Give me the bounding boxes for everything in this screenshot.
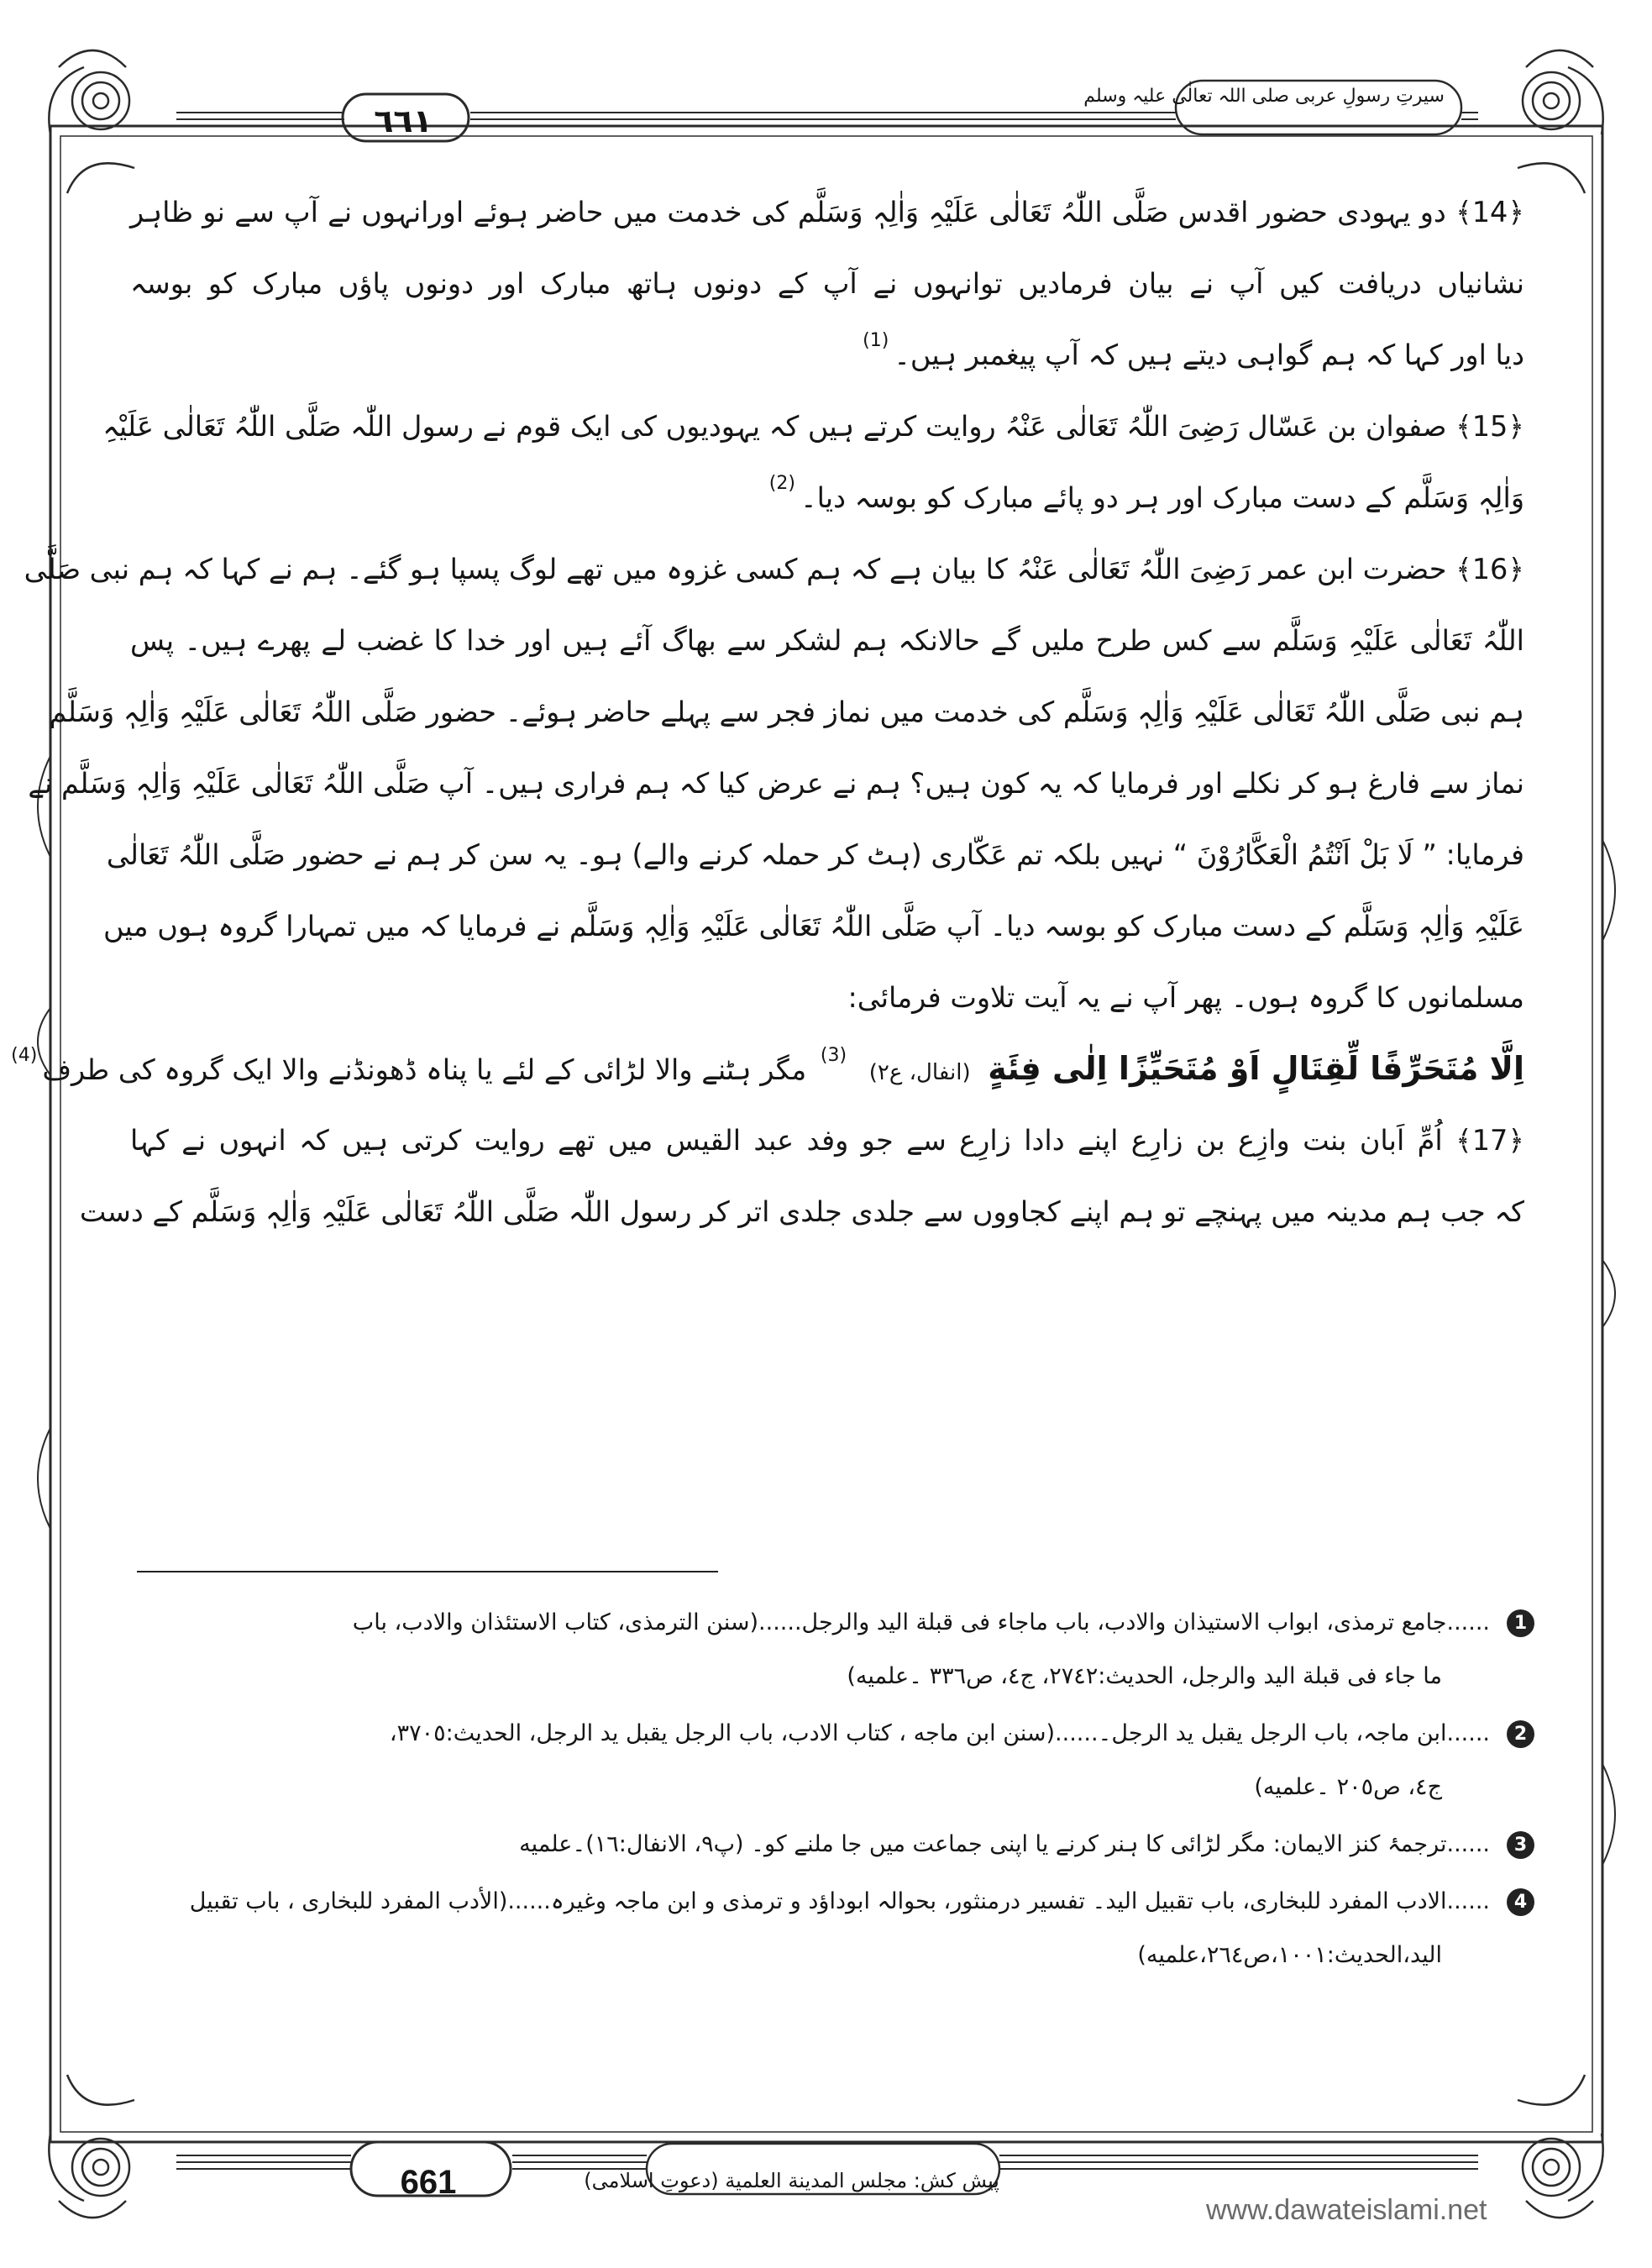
text-line-content: وَاٰلِہٖ وَسَلَّم کے دست مبارک اور ہر دو پائے مبارک کو بوسہ دیا۔ bbox=[800, 481, 1524, 514]
header-book-title: سیرتِ رسولِ عربی صلی اللہ تعالٰی علیہ وسلم bbox=[1083, 86, 1445, 107]
footnotes bbox=[130, 1596, 1534, 1986]
footnote-item bbox=[130, 1875, 1534, 1982]
footnote-divider bbox=[137, 1571, 718, 1572]
text-line: نماز سے فارغ ہو کر نکلے اور فرمایا کہ یہ کون ہیں؟ ہم نے عرض کیا کہ ہم فراری ہیں۔ آپ صَلَّی اللّٰہُ تَعَالٰی عَلَیْہِ وَاٰلِہٖ وَسَلَّم نے bbox=[28, 767, 1524, 800]
text-line: ﴿16﴾ حضرت ابن عمر رَضِیَ اللّٰہُ تَعَالٰی عَنْہُ کا بیان ہے کہ ہم کسی غزوہ میں تھے لوگ پسپا ہو گئے۔ ہم نے کہا کہ ہم نبی صَلَّی bbox=[24, 553, 1524, 585]
footnote-ref: (1) bbox=[863, 330, 889, 351]
footnote-ref: (4) bbox=[11, 1045, 38, 1066]
text-line: عَلَیْہِ وَاٰلِہٖ وَسَلَّم کے دست مبارک کو بوسہ دیا۔ آپ صَلَّی اللّٰہُ تَعَالٰی عَلَیْہِ وَاٰلِہٖ وَسَلَّم نے فرمایا کہ میں تمہارا گروہ ہوں میں bbox=[103, 910, 1524, 942]
footnote-item bbox=[130, 1707, 1534, 1814]
footnote-line: ج٤، ص٢٠٥ ۔علمیه) bbox=[1254, 1774, 1442, 1800]
footnote-text: ......ابن ماجہ، باب الرجل یقبل ید الرجل۔......(سنن ابن ماجه ، کتاب الادب، باب الرجل یقبل ید الرجل، الحدیث:٣٧٠٥، bbox=[389, 1720, 1490, 1746]
text-line: مسلمانوں کا گروہ ہوں۔ پھر آپ نے یہ آیت تلاوت فرمائی: bbox=[847, 981, 1524, 1014]
footnote-line bbox=[130, 1875, 1534, 1929]
text-line: نشانیاں دریافت کیں آپ نے بیان فرمادیں توانہوں نے آپ کے دونوں ہاتھ مبارک اور دونوں پاؤں مبارک کو بوسہ bbox=[130, 267, 1524, 300]
footnote-item bbox=[130, 1818, 1534, 1872]
footnote-number-badge: 1 bbox=[1507, 1609, 1534, 1637]
footnote-text: ......الادب المفرد للبخاری، باب تقبیل الید۔ تفسیر درمنثور، بحوالہ ابوداؤد و ترمذی و ابن ماجہ وغیرہ......(الأدب المفرد للبخاری ، باب تقبیل bbox=[189, 1888, 1490, 1914]
text-line: ﴿17﴾ اُمِّ اَبان بنت وازِع بن زارِع اپنے دادا زارِع سے جو وفد عبد القیس میں تھے روایت کرتی ہیں کہ انہوں نے کہا bbox=[130, 1124, 1524, 1157]
text-line: اللّٰہُ تَعَالٰی عَلَیْہِ وَسَلَّم سے کس طرح ملیں گے حالانکہ ہم لشکر سے بھاگ آئے ہیں اور خدا کا غضب لے پھرے ہیں۔ پس bbox=[130, 624, 1524, 657]
footnote-item bbox=[130, 1596, 1534, 1704]
text-line: ﴿14﴾ دو یہودی حضور اقدس صَلَّی اللّٰہُ تَعَالٰی عَلَیْہِ وَاٰلِہٖ وَسَلَّم کی خدمت میں حاضر ہوئے اورانہوں نے آپ سے نو ظاہر bbox=[130, 196, 1524, 228]
footnote-line: ما جاء فی قبلة الید والرجل، الحدیث:٢٧٤٢، ج٤، ص٣٣٦ ۔علمیه) bbox=[847, 1663, 1442, 1689]
text-line: فرمایا: ” لَا بَلْ اَنْتُمُ الْعَکَّارُوْنَ “ نہیں بلکہ تم عَکّاری (ہٹ کر حملہ کرنے والے) ہو۔ یہ سن کر ہم نے حضور صَلَّی اللّٰہُ تَعَالٰی bbox=[106, 838, 1524, 871]
verse-translation: مگر ہٹنے والا لڑائی کے لئے یا پناہ ڈھونڈنے والا ایک گروہ کی طرف bbox=[42, 1053, 807, 1086]
text-line: کہ جب ہم مدینہ میں پہنچے تو ہم اپنے کجاووں سے جلدی جلدی اتر کر رسول اللّٰہ صَلَّی اللّٰہُ تَعَالٰی عَلَیْہِ وَاٰلِہٖ وَسَلَّم کے دست bbox=[79, 1195, 1524, 1228]
footnote-line bbox=[130, 1596, 1534, 1650]
quran-verse-line bbox=[11, 1033, 1524, 1105]
footnote-number-badge: 4 bbox=[1507, 1888, 1534, 1916]
footnote-ref: (2) bbox=[768, 473, 795, 494]
footnote-line: الید،الحدیث:١٠٠١،ص٢٦٤،علمیه) bbox=[1137, 1942, 1442, 1968]
footer-page-number: 661 bbox=[400, 2164, 457, 2201]
footnote-line bbox=[130, 1707, 1534, 1761]
quran-verse: اِلَّا مُتَحَرِّفًا لِّقِتَالٍ اَوْ مُتَحَیِّزًا اِلٰی فِئَةٍ bbox=[988, 1050, 1524, 1087]
footer-publisher: پیش کش: مجلس المدینة العلمیة (دعوتِ اسلامی) bbox=[584, 2169, 999, 2192]
footnote-text: ......ترجمۂ کنز الایمان: مگر لڑائی کا ہنر کرنے یا اپنی جماعت میں جا ملنے کو۔ (پ۹، الانفال:١٦)۔علمیه bbox=[519, 1831, 1490, 1857]
verse-reference: (انفال، ع۲) bbox=[868, 1060, 971, 1085]
footnote-number-badge: 2 bbox=[1507, 1720, 1534, 1748]
header-page-number: ٦٦١ bbox=[374, 102, 433, 139]
footnote-text: ......جامع ترمذی، ابواب الاستیذان والادب، باب ماجاء فی قبلة الید والرجل......(سنن الترمذی، کتاب الاستئذان والادب، باب bbox=[352, 1609, 1490, 1635]
text-line bbox=[130, 462, 1524, 533]
footnote-line bbox=[130, 1818, 1534, 1872]
text-line: ﴿15﴾ صفوان بن عَسّال رَضِیَ اللّٰہُ تَعَالٰی عَنْہُ روایت کرتے ہیں کہ یہودیوں کی ایک قوم نے رسول اللّٰہ صَلَّی اللّٰہُ تَعَالٰی عَلَیْہِ bbox=[102, 410, 1524, 443]
footnote-ref: (3) bbox=[820, 1045, 847, 1066]
footnote-number-badge: 3 bbox=[1507, 1831, 1534, 1859]
main-text-body bbox=[11, 176, 1524, 1247]
text-line-content: دیا اور کہا کہ ہم گواہی دیتے ہیں کہ آپ پیغمبر ہیں۔ bbox=[894, 339, 1524, 371]
text-line bbox=[130, 319, 1524, 391]
text-line: ہم نبی صَلَّی اللّٰہُ تَعَالٰی عَلَیْہِ وَاٰلِہٖ وَسَلَّم کی خدمت میں نماز فجر سے پہلے حاضر ہوئے۔ حضور صَلَّی اللّٰہُ تَعَالٰی عَلَیْہِ وَاٰلِہٖ وَسَلَّم bbox=[49, 696, 1524, 728]
website-url: www.dawateislami.net bbox=[1206, 2194, 1487, 2226]
